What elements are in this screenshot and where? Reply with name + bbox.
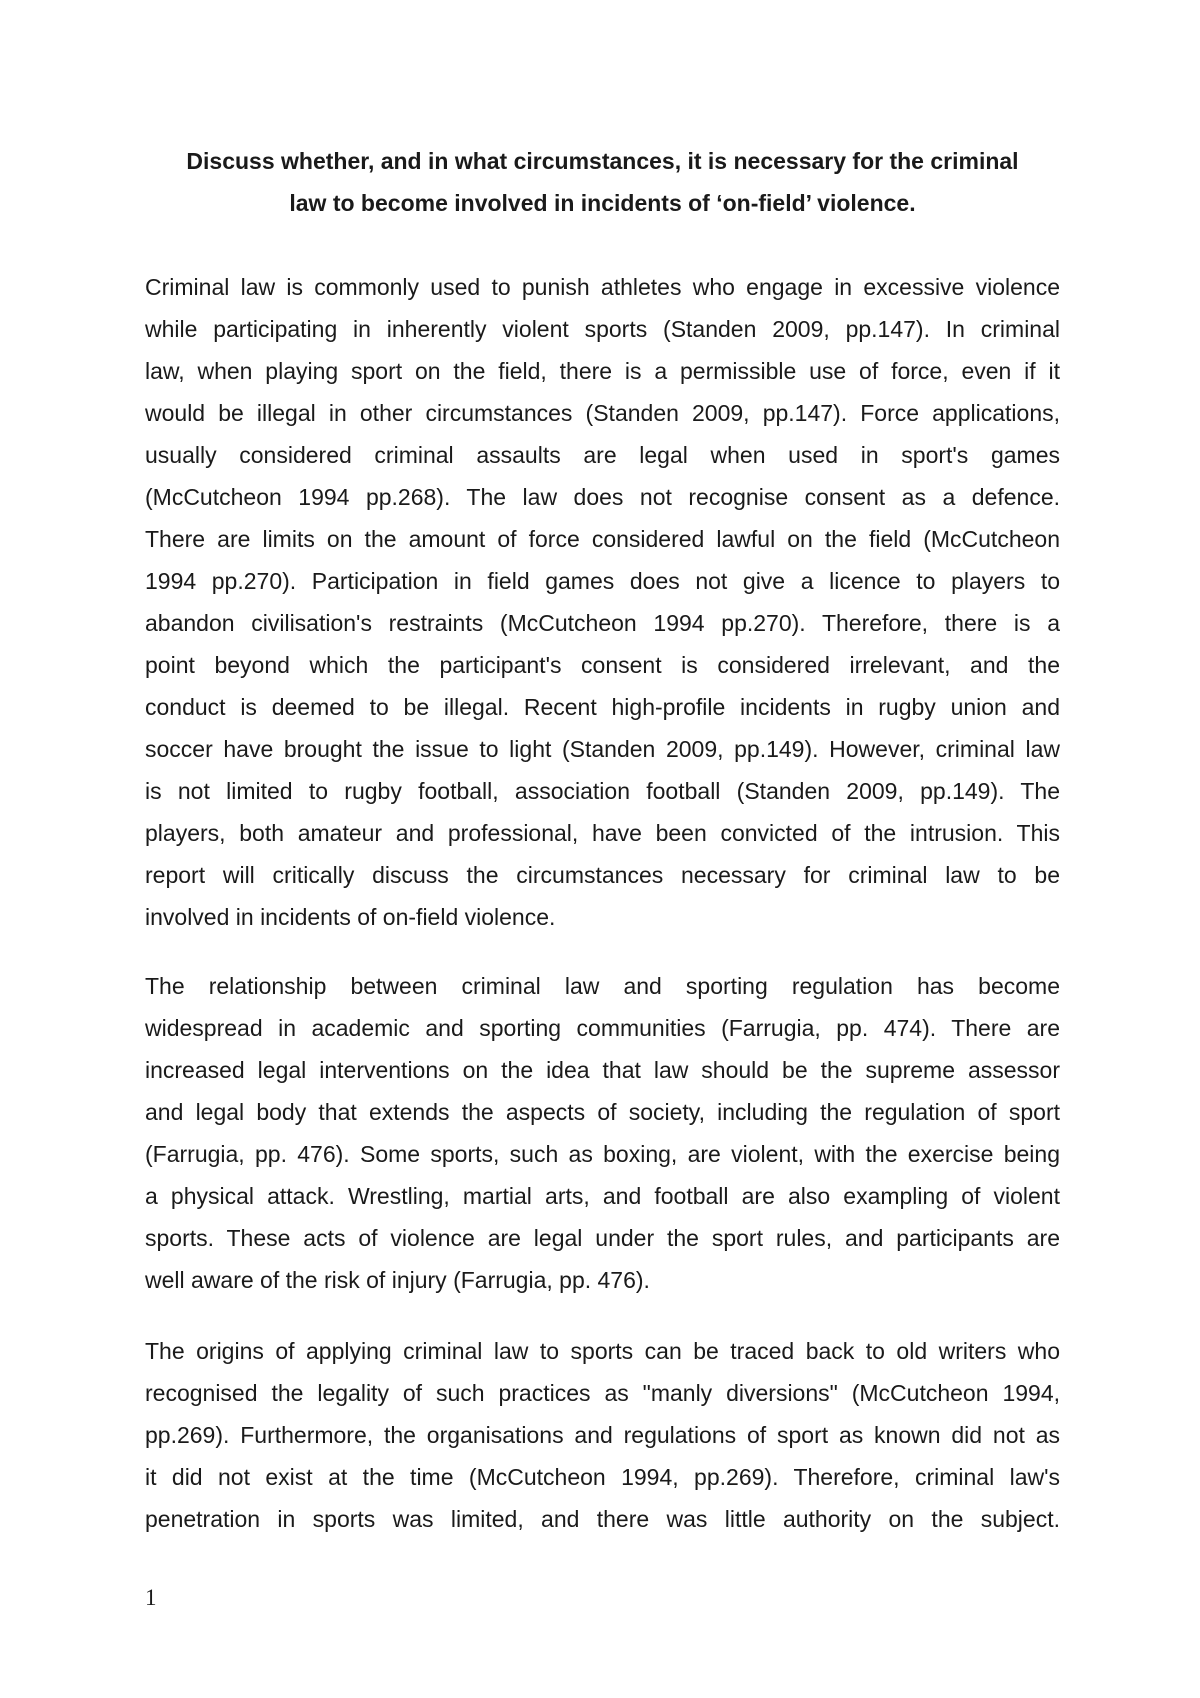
text-line: conduct is deemed to be illegal. Recent high-profile incidents in rugby union and bbox=[145, 694, 1060, 720]
text-line: while participating in inherently violent sports (Standen 2009, pp.147). In criminal bbox=[145, 316, 1060, 342]
title-line: Discuss whether, and in what circumstances, it is necessary for the criminal bbox=[186, 148, 1019, 174]
text-line: law, when playing sport on the field, there is a permissible use of force, even if it bbox=[145, 358, 1060, 384]
text-line: widespread in academic and sporting communities (Farrugia, pp. 474). There are bbox=[145, 1015, 1060, 1041]
paragraph-relationship bbox=[145, 965, 1060, 1301]
text-line: is not limited to rugby football, association football (Standen 2009, pp.149). The bbox=[145, 778, 1060, 804]
text-line: recognised the legality of such practices as "manly diversions" (McCutcheon 1994, bbox=[145, 1380, 1060, 1406]
text-line: 1994 pp.270). Participation in field games does not give a licence to players to bbox=[145, 568, 1060, 594]
text-line: Criminal law is commonly used to punish athletes who engage in excessive violence bbox=[145, 274, 1060, 300]
document-title bbox=[145, 140, 1060, 224]
text-line: soccer have brought the issue to light (Standen 2009, pp.149). However, criminal law bbox=[145, 736, 1060, 762]
text-line: (Farrugia, pp. 476). Some sports, such as boxing, are violent, with the exercise being bbox=[145, 1141, 1060, 1167]
text-line: sports. These acts of violence are legal under the sport rules, and participants are bbox=[145, 1225, 1060, 1251]
text-line: report will critically discuss the circumstances necessary for criminal law to be bbox=[145, 862, 1060, 888]
text-line: point beyond which the participant's consent is considered irrelevant, and the bbox=[145, 652, 1060, 678]
text-line: usually considered criminal assaults are legal when used in sport's games bbox=[145, 442, 1060, 468]
text-line: There are limits on the amount of force considered lawful on the field (McCutcheon bbox=[145, 526, 1060, 552]
text-line: pp.269). Furthermore, the organisations and regulations of sport as known did not as bbox=[145, 1422, 1060, 1448]
text-line: it did not exist at the time (McCutcheon 1994, pp.269). Therefore, criminal law's bbox=[145, 1464, 1060, 1490]
title-line: law to become involved in incidents of ‘on-field’ violence. bbox=[289, 190, 916, 216]
paragraph-introduction bbox=[145, 266, 1060, 938]
text-line: penetration in sports was limited, and there was little authority on the subject. bbox=[145, 1506, 1060, 1532]
text-line: (McCutcheon 1994 pp.268). The law does not recognise consent as a defence. bbox=[145, 484, 1060, 510]
paragraph-origins bbox=[145, 1330, 1060, 1540]
text-line: abandon civilisation's restraints (McCutcheon 1994 pp.270). Therefore, there is a bbox=[145, 610, 1060, 636]
text-line: well aware of the risk of injury (Farrugia, pp. 476). bbox=[145, 1267, 650, 1293]
text-line: players, both amateur and professional, have been convicted of the intrusion. This bbox=[145, 820, 1060, 846]
text-line: The origins of applying criminal law to sports can be traced back to old writers who bbox=[145, 1338, 1060, 1364]
text-line: would be illegal in other circumstances (Standen 2009, pp.147). Force applications, bbox=[145, 400, 1060, 426]
text-line: and legal body that extends the aspects of society, including the regulation of sport bbox=[145, 1099, 1060, 1125]
text-line: a physical attack. Wrestling, martial arts, and football are also exampling of violent bbox=[145, 1183, 1060, 1209]
text-line: The relationship between criminal law and sporting regulation has become bbox=[145, 973, 1060, 999]
text-line: increased legal interventions on the idea that law should be the supreme assessor bbox=[145, 1057, 1060, 1083]
text-line: involved in incidents of on-field violence. bbox=[145, 904, 556, 930]
page-number: 1 bbox=[145, 1585, 157, 1610]
